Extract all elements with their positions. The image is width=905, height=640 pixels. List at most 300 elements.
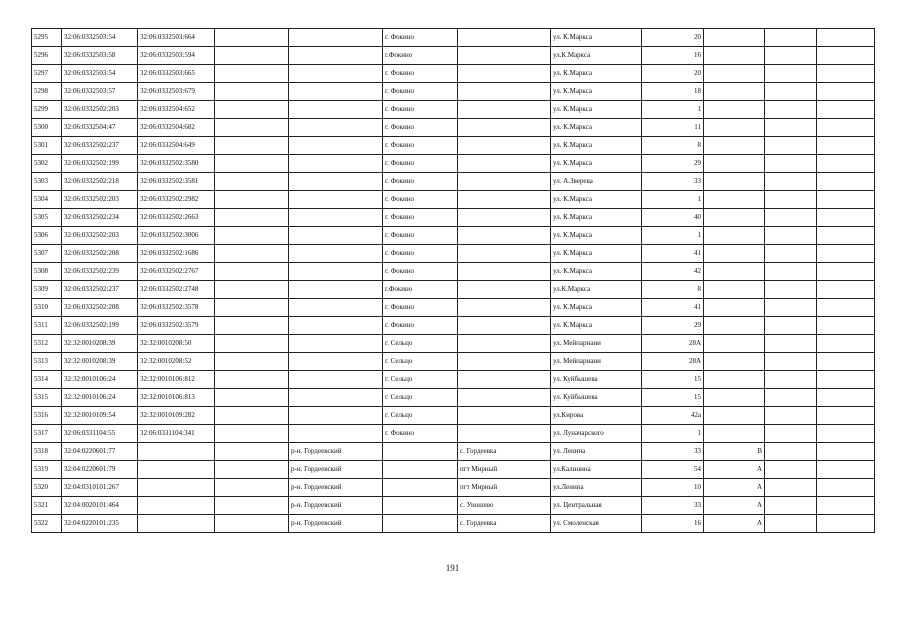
settlement-cell: пгт Мирный bbox=[458, 479, 551, 497]
district-cell: р-н. Гордеевский bbox=[289, 515, 383, 533]
extra-cell-1 bbox=[765, 47, 817, 65]
district-cell bbox=[289, 299, 383, 317]
cadastral-number-cell: 32:06:0332502:234 bbox=[62, 209, 138, 227]
row-number-cell: 5318 bbox=[32, 443, 62, 461]
street-cell: ул. Центральная bbox=[551, 497, 642, 515]
settlement-cell bbox=[458, 173, 551, 191]
settlement-cell: с. Уношево bbox=[458, 497, 551, 515]
extra-cell-2 bbox=[817, 425, 875, 443]
extra-cell-1 bbox=[765, 65, 817, 83]
extra-cell-2 bbox=[817, 209, 875, 227]
region-cell bbox=[215, 299, 289, 317]
house-number-cell: 33 bbox=[642, 173, 704, 191]
street-cell: ул. К.Маркса bbox=[551, 137, 642, 155]
building-letter-cell bbox=[704, 119, 765, 137]
city-cell: г. Фокино bbox=[383, 29, 458, 47]
table-row bbox=[32, 137, 875, 155]
region-cell bbox=[215, 65, 289, 83]
row-number-cell: 5302 bbox=[32, 155, 62, 173]
extra-cell-1 bbox=[765, 119, 817, 137]
row-number-cell: 5315 bbox=[32, 389, 62, 407]
house-number-cell: 20 bbox=[642, 65, 704, 83]
cadastral-number-cell: 32:06:0332502:239 bbox=[62, 263, 138, 281]
row-number-cell: 5312 bbox=[32, 335, 62, 353]
house-number-cell: 40 bbox=[642, 209, 704, 227]
cadastral-number-cell: 32:04:0310101:267 bbox=[62, 479, 138, 497]
extra-cell-2 bbox=[817, 353, 875, 371]
extra-cell-2 bbox=[817, 317, 875, 335]
row-number-cell: 5297 bbox=[32, 65, 62, 83]
region-cell bbox=[215, 191, 289, 209]
extra-cell-2 bbox=[817, 281, 875, 299]
row-number-cell: 5303 bbox=[32, 173, 62, 191]
region-cell bbox=[215, 443, 289, 461]
city-cell bbox=[383, 497, 458, 515]
extra-cell-1 bbox=[765, 335, 817, 353]
street-cell: ул. Смоленская bbox=[551, 515, 642, 533]
settlement-cell bbox=[458, 209, 551, 227]
extra-cell-1 bbox=[765, 209, 817, 227]
region-cell bbox=[215, 479, 289, 497]
row-number-cell: 5301 bbox=[32, 137, 62, 155]
extra-cell-2 bbox=[817, 263, 875, 281]
extra-cell-2 bbox=[817, 497, 875, 515]
table-row bbox=[32, 425, 875, 443]
building-letter-cell bbox=[704, 227, 765, 245]
table-row bbox=[32, 83, 875, 101]
house-number-cell: 18 bbox=[642, 83, 704, 101]
house-number-cell: 33 bbox=[642, 443, 704, 461]
parent-cadastral-cell: 32:06:0332502:3581 bbox=[138, 173, 215, 191]
cadastral-number-cell: 32:32:0010109:54 bbox=[62, 407, 138, 425]
building-letter-cell bbox=[704, 209, 765, 227]
parent-cadastral-cell: 32:06:0332504:682 bbox=[138, 119, 215, 137]
cadastral-number-cell: 32:06:0332502:203 bbox=[62, 191, 138, 209]
settlement-cell: пгт Мирный bbox=[458, 461, 551, 479]
extra-cell-1 bbox=[765, 245, 817, 263]
district-cell bbox=[289, 47, 383, 65]
region-cell bbox=[215, 371, 289, 389]
street-cell: ул. Ленина bbox=[551, 443, 642, 461]
extra-cell-1 bbox=[765, 173, 817, 191]
cadastral-number-cell: 32:06:0332504:47 bbox=[62, 119, 138, 137]
cadastral-number-cell: 32:04:0020101:464 bbox=[62, 497, 138, 515]
street-cell: ул. Мейпариани bbox=[551, 353, 642, 371]
house-number-cell: 20 bbox=[642, 29, 704, 47]
settlement-cell: с. Гордеевка bbox=[458, 443, 551, 461]
table-row bbox=[32, 173, 875, 191]
parent-cadastral-cell bbox=[138, 443, 215, 461]
extra-cell-2 bbox=[817, 155, 875, 173]
cadastral-number-cell: 32:06:0332502:218 bbox=[62, 173, 138, 191]
extra-cell-2 bbox=[817, 119, 875, 137]
district-cell: р-н. Гордеевский bbox=[289, 497, 383, 515]
settlement-cell bbox=[458, 389, 551, 407]
settlement-cell bbox=[458, 191, 551, 209]
extra-cell-2 bbox=[817, 389, 875, 407]
city-cell: г. Сельцо bbox=[383, 389, 458, 407]
street-cell: ул.К.Маркса bbox=[551, 47, 642, 65]
district-cell bbox=[289, 245, 383, 263]
building-letter-cell bbox=[704, 155, 765, 173]
building-letter-cell: В bbox=[704, 443, 765, 461]
row-number-cell: 5295 bbox=[32, 29, 62, 47]
district-cell bbox=[289, 353, 383, 371]
settlement-cell: с. Гордеевка bbox=[458, 515, 551, 533]
row-number-cell: 5316 bbox=[32, 407, 62, 425]
extra-cell-1 bbox=[765, 83, 817, 101]
street-cell: ул.Ленина bbox=[551, 479, 642, 497]
extra-cell-1 bbox=[765, 443, 817, 461]
cadastral-number-cell: 32:06:0332503:57 bbox=[62, 83, 138, 101]
building-letter-cell bbox=[704, 47, 765, 65]
extra-cell-2 bbox=[817, 461, 875, 479]
table-row bbox=[32, 389, 875, 407]
district-cell bbox=[289, 65, 383, 83]
house-number-cell: 29 bbox=[642, 317, 704, 335]
settlement-cell bbox=[458, 155, 551, 173]
city-cell: г. Фокино bbox=[383, 119, 458, 137]
extra-cell-1 bbox=[765, 461, 817, 479]
street-cell: ул.Кирова bbox=[551, 407, 642, 425]
cadastral-number-cell: 32:32:0010106:24 bbox=[62, 371, 138, 389]
extra-cell-2 bbox=[817, 227, 875, 245]
row-number-cell: 5308 bbox=[32, 263, 62, 281]
settlement-cell bbox=[458, 335, 551, 353]
parent-cadastral-cell: 32:06:0332503:664 bbox=[138, 29, 215, 47]
region-cell bbox=[215, 497, 289, 515]
region-cell bbox=[215, 263, 289, 281]
table-row bbox=[32, 479, 875, 497]
table-row bbox=[32, 245, 875, 263]
building-letter-cell bbox=[704, 245, 765, 263]
settlement-cell bbox=[458, 65, 551, 83]
cadastral-number-cell: 32:06:0332502:199 bbox=[62, 317, 138, 335]
parent-cadastral-cell: 32:06:0332503:594 bbox=[138, 47, 215, 65]
street-cell: ул.Калинина bbox=[551, 461, 642, 479]
city-cell bbox=[383, 479, 458, 497]
house-number-cell: 41 bbox=[642, 299, 704, 317]
district-cell bbox=[289, 137, 383, 155]
parent-cadastral-cell: 32:32:0010106:813 bbox=[138, 389, 215, 407]
settlement-cell bbox=[458, 407, 551, 425]
district-cell bbox=[289, 227, 383, 245]
street-cell: ул. Куйбышева bbox=[551, 371, 642, 389]
building-letter-cell bbox=[704, 299, 765, 317]
building-letter-cell bbox=[704, 83, 765, 101]
table-row bbox=[32, 47, 875, 65]
region-cell bbox=[215, 155, 289, 173]
parent-cadastral-cell: 32:32:0010208:52 bbox=[138, 353, 215, 371]
street-cell: ул. Мейпариани bbox=[551, 335, 642, 353]
parent-cadastral-cell: 32:06:0331104:341 bbox=[138, 425, 215, 443]
table-row bbox=[32, 65, 875, 83]
district-cell bbox=[289, 281, 383, 299]
cadastral-number-cell: 32:32:0010208:39 bbox=[62, 335, 138, 353]
house-number-cell: 28А bbox=[642, 353, 704, 371]
settlement-cell bbox=[458, 83, 551, 101]
house-number-cell: 1 bbox=[642, 227, 704, 245]
city-cell: г. Фокино bbox=[383, 155, 458, 173]
region-cell bbox=[215, 407, 289, 425]
extra-cell-1 bbox=[765, 515, 817, 533]
region-cell bbox=[215, 317, 289, 335]
table-row bbox=[32, 119, 875, 137]
region-cell bbox=[215, 461, 289, 479]
house-number-cell: 42а bbox=[642, 407, 704, 425]
city-cell: г.Фокино bbox=[383, 281, 458, 299]
settlement-cell bbox=[458, 29, 551, 47]
region-cell bbox=[215, 209, 289, 227]
city-cell: г. Фокино bbox=[383, 299, 458, 317]
region-cell bbox=[215, 83, 289, 101]
cadastral-number-cell: 32:06:0332502:208 bbox=[62, 299, 138, 317]
street-cell: ул. Луначарского bbox=[551, 425, 642, 443]
row-number-cell: 5310 bbox=[32, 299, 62, 317]
region-cell bbox=[215, 245, 289, 263]
house-number-cell: 29 bbox=[642, 155, 704, 173]
street-cell: ул.К.Маркса bbox=[551, 281, 642, 299]
region-cell bbox=[215, 389, 289, 407]
table-row bbox=[32, 407, 875, 425]
parent-cadastral-cell: 32:06:0332504:652 bbox=[138, 101, 215, 119]
city-cell: г. Фокино bbox=[383, 263, 458, 281]
street-cell: ул. К.Маркса bbox=[551, 101, 642, 119]
parent-cadastral-cell: 32:32:0010106:812 bbox=[138, 371, 215, 389]
table-row bbox=[32, 317, 875, 335]
district-cell bbox=[289, 371, 383, 389]
district-cell bbox=[289, 317, 383, 335]
extra-cell-1 bbox=[765, 155, 817, 173]
city-cell: г. Сельцо bbox=[383, 371, 458, 389]
district-cell bbox=[289, 155, 383, 173]
building-letter-cell bbox=[704, 263, 765, 281]
building-letter-cell bbox=[704, 173, 765, 191]
extra-cell-1 bbox=[765, 371, 817, 389]
cadastral-number-cell: 32:06:0332503:58 bbox=[62, 47, 138, 65]
parent-cadastral-cell bbox=[138, 497, 215, 515]
street-cell: ул. К.Маркса bbox=[551, 155, 642, 173]
settlement-cell bbox=[458, 299, 551, 317]
settlement-cell bbox=[458, 425, 551, 443]
table-row bbox=[32, 209, 875, 227]
city-cell: г. Фокино bbox=[383, 209, 458, 227]
house-number-cell: 15 bbox=[642, 371, 704, 389]
city-cell: г. Фокино bbox=[383, 191, 458, 209]
table-row bbox=[32, 497, 875, 515]
settlement-cell bbox=[458, 101, 551, 119]
extra-cell-1 bbox=[765, 317, 817, 335]
building-letter-cell bbox=[704, 317, 765, 335]
building-letter-cell: А bbox=[704, 479, 765, 497]
city-cell: г. Фокино bbox=[383, 245, 458, 263]
building-letter-cell bbox=[704, 407, 765, 425]
district-cell bbox=[289, 173, 383, 191]
district-cell: р-н. Гордеевский bbox=[289, 443, 383, 461]
district-cell bbox=[289, 407, 383, 425]
table-row bbox=[32, 515, 875, 533]
extra-cell-2 bbox=[817, 245, 875, 263]
city-cell: г. Сельцо bbox=[383, 353, 458, 371]
street-cell: ул. К.Маркса bbox=[551, 317, 642, 335]
settlement-cell bbox=[458, 245, 551, 263]
extra-cell-2 bbox=[817, 47, 875, 65]
street-cell: ул. А.Зверева bbox=[551, 173, 642, 191]
row-number-cell: 5309 bbox=[32, 281, 62, 299]
settlement-cell bbox=[458, 263, 551, 281]
cadastral-number-cell: 32:32:0010208:39 bbox=[62, 353, 138, 371]
row-number-cell: 5300 bbox=[32, 119, 62, 137]
district-cell bbox=[289, 101, 383, 119]
city-cell bbox=[383, 461, 458, 479]
district-cell bbox=[289, 29, 383, 47]
cadastral-number-cell: 32:06:0331104:55 bbox=[62, 425, 138, 443]
building-letter-cell bbox=[704, 101, 765, 119]
register-table bbox=[31, 28, 875, 533]
extra-cell-2 bbox=[817, 191, 875, 209]
extra-cell-2 bbox=[817, 335, 875, 353]
extra-cell-2 bbox=[817, 137, 875, 155]
city-cell: г. Фокино bbox=[383, 227, 458, 245]
street-cell: ул. К.Маркса bbox=[551, 119, 642, 137]
region-cell bbox=[215, 281, 289, 299]
extra-cell-1 bbox=[765, 425, 817, 443]
extra-cell-1 bbox=[765, 29, 817, 47]
district-cell: р-н. Гордеевский bbox=[289, 479, 383, 497]
region-cell bbox=[215, 101, 289, 119]
city-cell: г.Фокино bbox=[383, 47, 458, 65]
extra-cell-2 bbox=[817, 173, 875, 191]
city-cell: г. Фокино bbox=[383, 173, 458, 191]
region-cell bbox=[215, 119, 289, 137]
extra-cell-2 bbox=[817, 299, 875, 317]
extra-cell-1 bbox=[765, 497, 817, 515]
parent-cadastral-cell: 32:32:0010208:50 bbox=[138, 335, 215, 353]
street-cell: ул. Куйбышева bbox=[551, 389, 642, 407]
city-cell bbox=[383, 515, 458, 533]
cadastral-number-cell: 32:06:0332502:237 bbox=[62, 137, 138, 155]
city-cell: г. Фокино bbox=[383, 83, 458, 101]
house-number-cell: 1 bbox=[642, 101, 704, 119]
city-cell: г. Фокино bbox=[383, 425, 458, 443]
row-number-cell: 5304 bbox=[32, 191, 62, 209]
district-cell: р-н. Гордеевский bbox=[289, 461, 383, 479]
building-letter-cell bbox=[704, 281, 765, 299]
house-number-cell: 41 bbox=[642, 245, 704, 263]
building-letter-cell bbox=[704, 65, 765, 83]
row-number-cell: 5320 bbox=[32, 479, 62, 497]
house-number-cell: 42 bbox=[642, 263, 704, 281]
district-cell bbox=[289, 335, 383, 353]
extra-cell-2 bbox=[817, 65, 875, 83]
parent-cadastral-cell: 32:06:0332503:665 bbox=[138, 65, 215, 83]
cadastral-number-cell: 32:06:0332502:203 bbox=[62, 101, 138, 119]
building-letter-cell: А bbox=[704, 515, 765, 533]
extra-cell-2 bbox=[817, 371, 875, 389]
extra-cell-1 bbox=[765, 101, 817, 119]
house-number-cell: 15 bbox=[642, 389, 704, 407]
extra-cell-2 bbox=[817, 515, 875, 533]
cadastral-number-cell: 32:06:0332503:54 bbox=[62, 29, 138, 47]
extra-cell-1 bbox=[765, 479, 817, 497]
house-number-cell: 16 bbox=[642, 47, 704, 65]
building-letter-cell bbox=[704, 335, 765, 353]
settlement-cell bbox=[458, 137, 551, 155]
region-cell bbox=[215, 227, 289, 245]
cadastral-number-cell: 32:06:0332502:199 bbox=[62, 155, 138, 173]
parent-cadastral-cell: 32:06:0332502:1686 bbox=[138, 245, 215, 263]
row-number-cell: 5311 bbox=[32, 317, 62, 335]
page-number: 191 bbox=[445, 563, 460, 573]
region-cell bbox=[215, 29, 289, 47]
table-row bbox=[32, 371, 875, 389]
street-cell: ул. К.Маркса bbox=[551, 263, 642, 281]
extra-cell-1 bbox=[765, 191, 817, 209]
parent-cadastral-cell: 32:06:0332502:2663 bbox=[138, 209, 215, 227]
extra-cell-1 bbox=[765, 299, 817, 317]
extra-cell-1 bbox=[765, 263, 817, 281]
city-cell: г. Фокино bbox=[383, 317, 458, 335]
street-cell: ул. К.Маркса bbox=[551, 65, 642, 83]
street-cell: ул. К.Маркса bbox=[551, 299, 642, 317]
building-letter-cell: А bbox=[704, 461, 765, 479]
parent-cadastral-cell: 32:06:0332502:3580 bbox=[138, 155, 215, 173]
table-row bbox=[32, 101, 875, 119]
row-number-cell: 5317 bbox=[32, 425, 62, 443]
parent-cadastral-cell: 32:06:0332502:2748 bbox=[138, 281, 215, 299]
cadastral-number-cell: 32:06:0332502:208 bbox=[62, 245, 138, 263]
table-row bbox=[32, 353, 875, 371]
house-number-cell: 33 bbox=[642, 497, 704, 515]
district-cell bbox=[289, 389, 383, 407]
row-number-cell: 5314 bbox=[32, 371, 62, 389]
street-cell: ул. К.Маркса bbox=[551, 191, 642, 209]
parent-cadastral-cell bbox=[138, 479, 215, 497]
row-number-cell: 5299 bbox=[32, 101, 62, 119]
city-cell: г. Фокино bbox=[383, 65, 458, 83]
table-row bbox=[32, 443, 875, 461]
building-letter-cell bbox=[704, 371, 765, 389]
city-cell: г. Фокино bbox=[383, 137, 458, 155]
table-body bbox=[32, 29, 875, 533]
row-number-cell: 5306 bbox=[32, 227, 62, 245]
row-number-cell: 5319 bbox=[32, 461, 62, 479]
table-row bbox=[32, 299, 875, 317]
cadastral-number-cell: 32:06:0332502:203 bbox=[62, 227, 138, 245]
city-cell bbox=[383, 443, 458, 461]
extra-cell-1 bbox=[765, 389, 817, 407]
parent-cadastral-cell: 32:06:0332502:3006 bbox=[138, 227, 215, 245]
table-row bbox=[32, 191, 875, 209]
city-cell: г. Сельцо bbox=[383, 335, 458, 353]
region-cell bbox=[215, 47, 289, 65]
cadastral-number-cell: 32:04:0220101:235 bbox=[62, 515, 138, 533]
district-cell bbox=[289, 119, 383, 137]
building-letter-cell bbox=[704, 425, 765, 443]
row-number-cell: 5322 bbox=[32, 515, 62, 533]
house-number-cell: 1 bbox=[642, 191, 704, 209]
parent-cadastral-cell: 32:32:0010109:282 bbox=[138, 407, 215, 425]
extra-cell-2 bbox=[817, 443, 875, 461]
row-number-cell: 5296 bbox=[32, 47, 62, 65]
region-cell bbox=[215, 137, 289, 155]
cadastral-number-cell: 32:32:0010106:24 bbox=[62, 389, 138, 407]
building-letter-cell: А bbox=[704, 497, 765, 515]
district-cell bbox=[289, 191, 383, 209]
parent-cadastral-cell bbox=[138, 461, 215, 479]
table-row bbox=[32, 263, 875, 281]
region-cell bbox=[215, 515, 289, 533]
